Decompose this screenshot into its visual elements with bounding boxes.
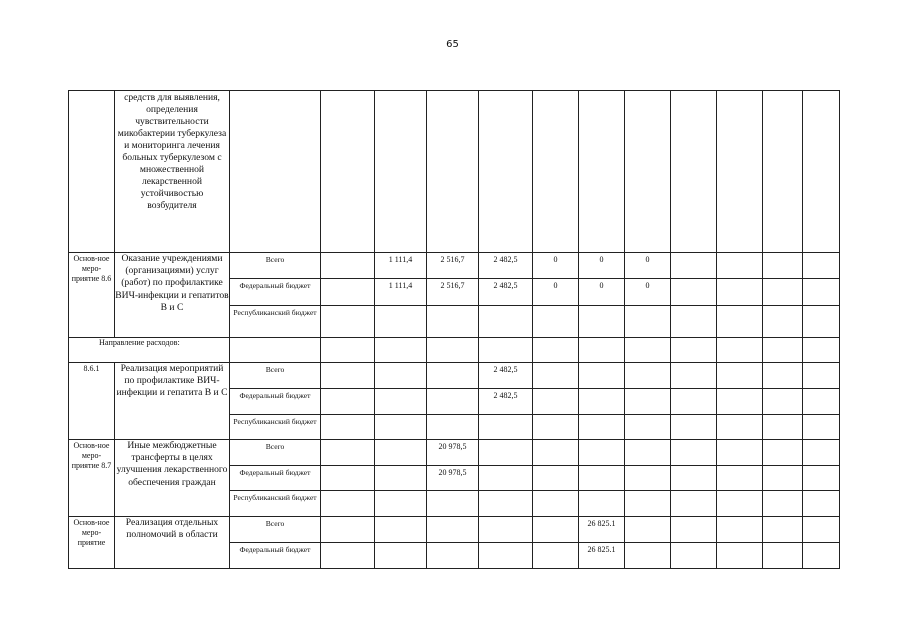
funding-source: Федеральный бюджет [230, 389, 321, 415]
measure-code: Основ-ное меро-приятие 8.7 [69, 440, 115, 517]
table-row [69, 253, 840, 279]
amount-cell: 1 111,4 [375, 253, 427, 279]
table-row [69, 338, 840, 363]
amount-cell: 0 [533, 253, 579, 279]
funding-source: Всего [230, 253, 321, 279]
funding-source: Республиканский бюджет [230, 491, 321, 517]
measure-code: Основ-ное меро-приятие [69, 517, 115, 569]
amount-cell: 20 978,5 [427, 466, 479, 491]
amount-cell: 26 825.1 [579, 543, 625, 569]
measure-code: 8.6.1 [69, 363, 115, 440]
funding-source: Республиканский бюджет [230, 306, 321, 338]
funding-source: Всего [230, 440, 321, 466]
amount-cell: 20 978,5 [427, 440, 479, 466]
amount-cell: 26 825.1 [579, 517, 625, 543]
amount-cell: 0 [579, 253, 625, 279]
amount-cell: 2 516,7 [427, 279, 479, 306]
table-row [69, 363, 840, 389]
measure-description: Реализация мероприятий по профилактике ВИЧ-инфекции и гепатита В и С [115, 363, 230, 440]
amount-cell: 0 [533, 279, 579, 306]
measure-description: средств для выявления, определения чувствительности микобактерии туберкулеза и мониторинга лечения больных туберкулезом с множественной лекарственной устойчивостью возбудителя [115, 91, 230, 253]
measure-description: Иные межбюджетные трансферты в целях улучшения лекарственного обеспечения граждан [115, 440, 230, 517]
amount-cell: 2 482,5 [479, 279, 533, 306]
page-number: 65 [446, 39, 459, 50]
direction-label: Направление расходов: [69, 338, 230, 363]
funding-source: Федеральный бюджет [230, 543, 321, 569]
table-row [69, 91, 840, 253]
amount-cell: 0 [625, 253, 671, 279]
amount-cell: 2 482,5 [479, 253, 533, 279]
funding-source: Республиканский бюджет [230, 415, 321, 440]
measure-code: Основ-ное меро-приятие 8.6 [69, 253, 115, 338]
funding-source: Всего [230, 517, 321, 543]
amount-cell: 0 [579, 279, 625, 306]
table-row [69, 440, 840, 466]
amount-cell: 2 482,5 [479, 389, 533, 415]
measure-description: Оказание учреждениями (организациями) услуг (работ) по профилактике ВИЧ-инфекции и гепатитов В и С [115, 253, 230, 338]
amount-cell: 1 111,4 [375, 279, 427, 306]
amount-cell: 0 [625, 279, 671, 306]
budget-table [68, 90, 840, 569]
amount-cell: 2 516,7 [427, 253, 479, 279]
funding-source: Федеральный бюджет [230, 466, 321, 491]
table-row [69, 517, 840, 543]
measure-description: Реализация отдельных полномочий в области [115, 517, 230, 569]
amount-cell: 2 482,5 [479, 363, 533, 389]
funding-source: Федеральный бюджет [230, 279, 321, 306]
funding-source: Всего [230, 363, 321, 389]
